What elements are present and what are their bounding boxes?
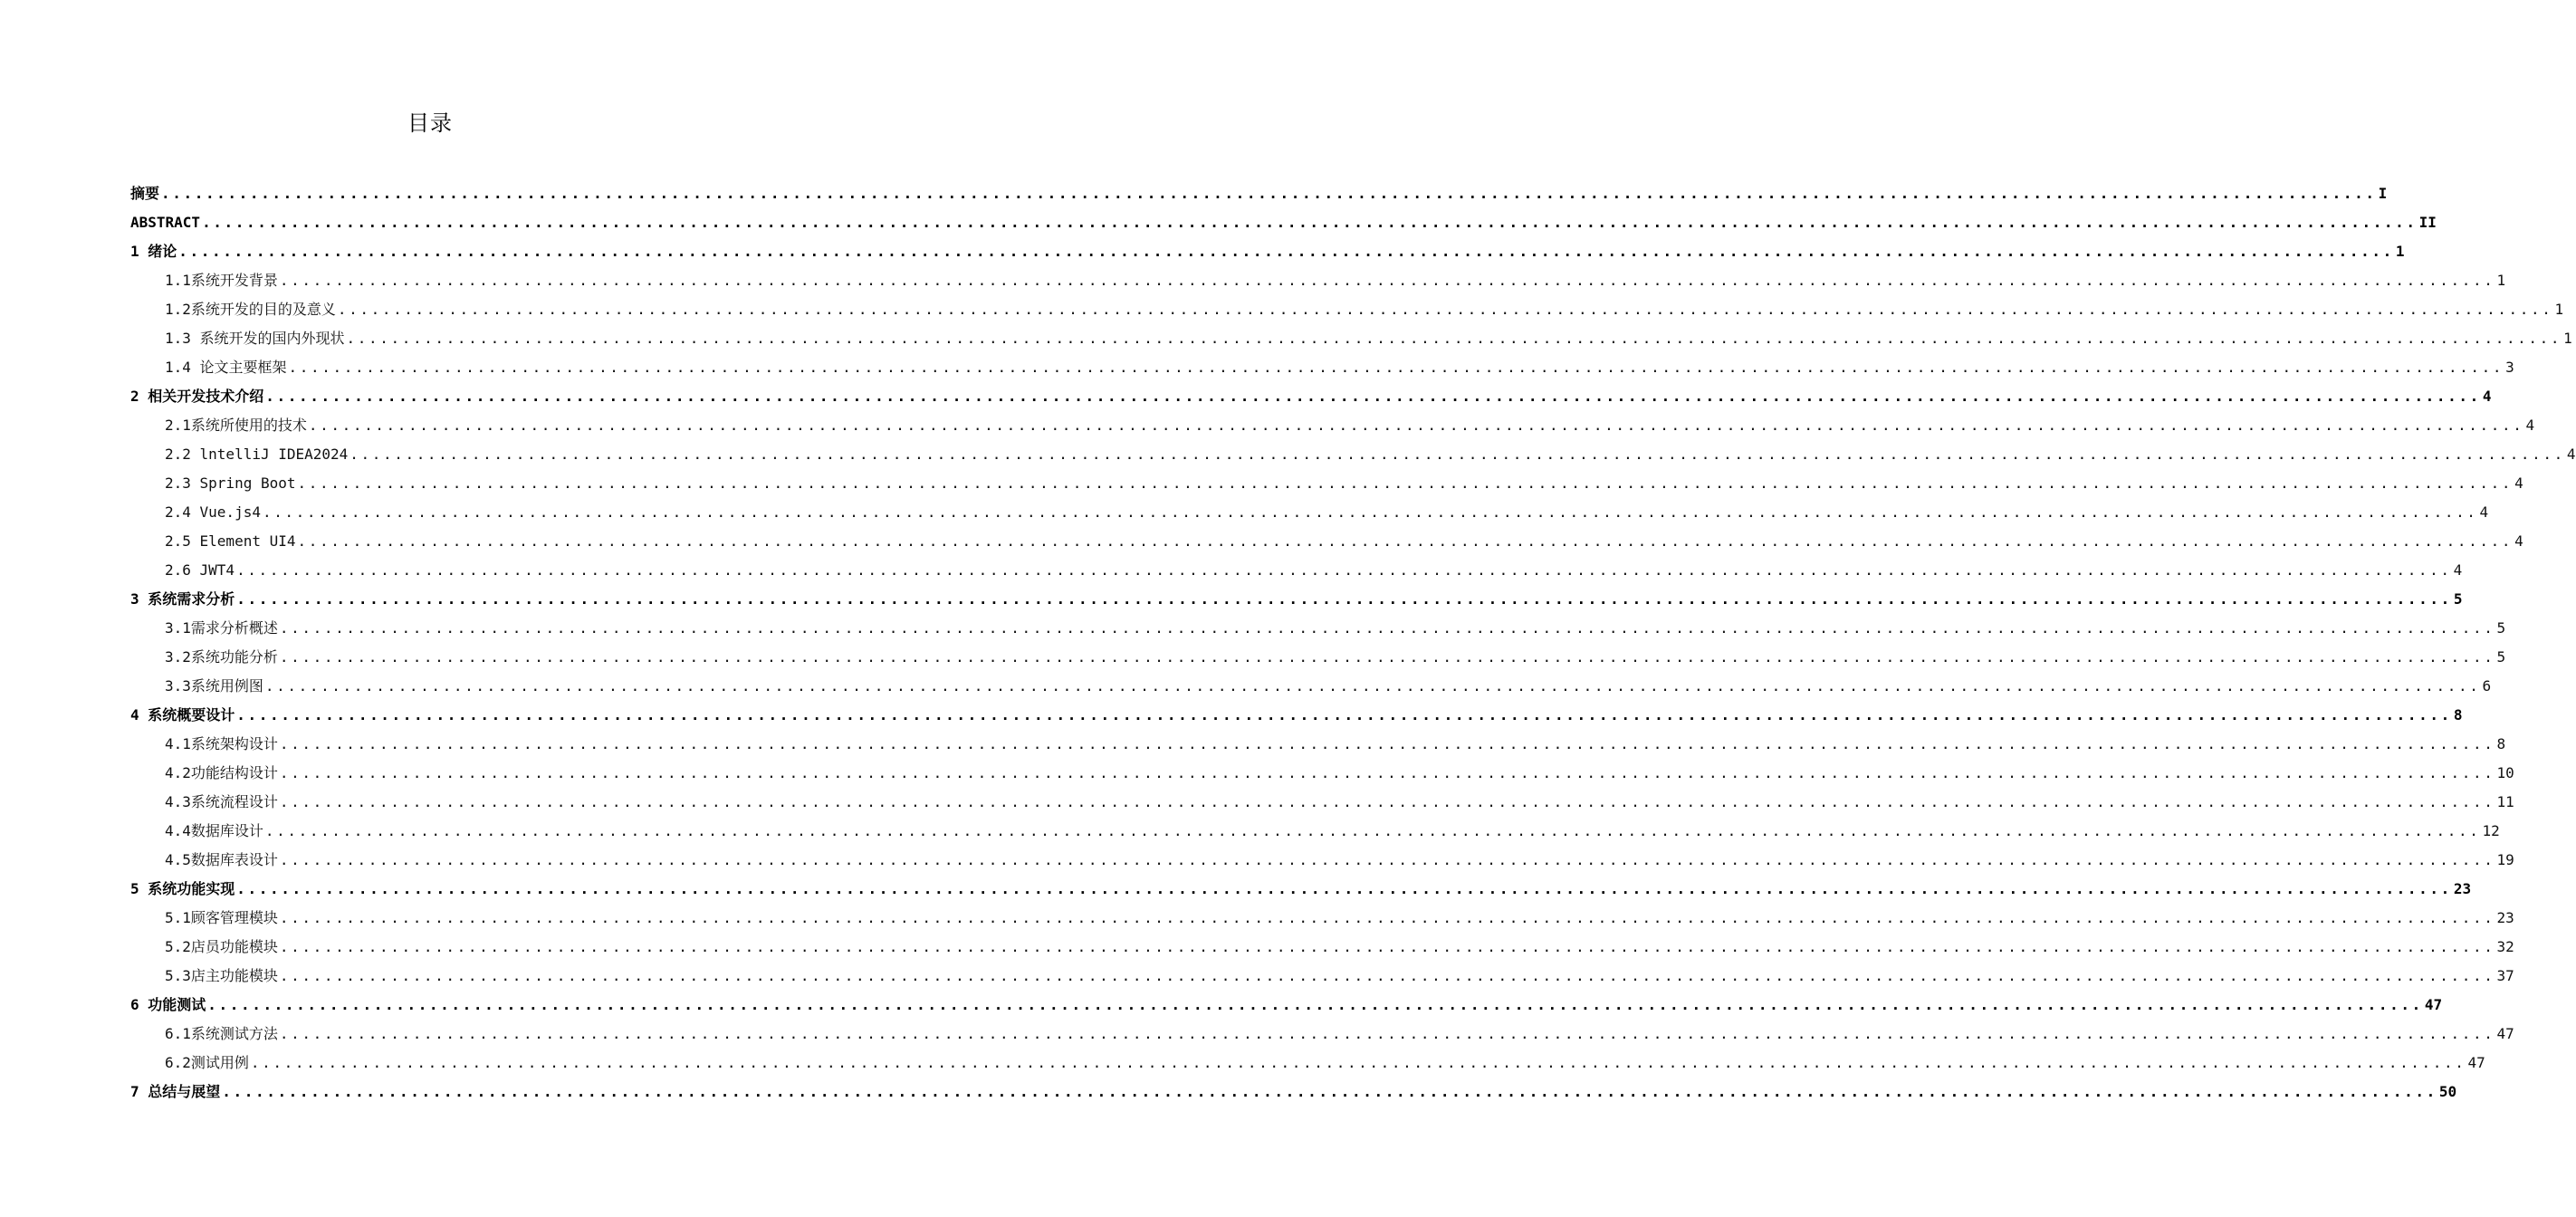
toc-chapter-entry[interactable] bbox=[130, 382, 2492, 411]
toc-section-entry[interactable] bbox=[130, 411, 2535, 440]
toc-section-entry[interactable] bbox=[130, 904, 2514, 933]
toc-entry-label: 5.3店主功能模块 bbox=[165, 967, 278, 984]
toc-entry-label: 6 功能测试 bbox=[130, 996, 206, 1013]
toc-entry-label: ABSTRACT bbox=[130, 214, 201, 231]
toc-entry-label: 7 总结与展望 bbox=[130, 1083, 221, 1100]
toc-dot-leader: ........................................................................................................................................................................................................ bbox=[337, 301, 2553, 318]
toc-page-number: 1 bbox=[2395, 243, 2405, 260]
toc-section-entry[interactable] bbox=[130, 643, 2506, 672]
toc-dot-leader: ........................................................................................................................................................................................................ bbox=[202, 214, 2418, 231]
toc-entry-label: 4 系统概要设计 bbox=[130, 706, 235, 723]
toc-entry-label: 1.3 系统开发的国内外现状 bbox=[165, 330, 345, 347]
toc-chapter-entry[interactable] bbox=[130, 179, 2388, 208]
toc-dot-leader: ........................................................................................................................................................................................................ bbox=[222, 1083, 2437, 1100]
toc-dot-leader: ........................................................................................................................................................................................................ bbox=[279, 938, 2495, 955]
toc-page-number: 12 bbox=[2482, 822, 2500, 839]
toc-section-entry[interactable] bbox=[130, 1049, 2485, 1078]
toc-dot-leader: ........................................................................................................................................................................................................ bbox=[297, 474, 2514, 492]
toc-section-entry[interactable] bbox=[130, 730, 2506, 759]
toc-section-entry[interactable] bbox=[130, 266, 2506, 295]
toc-page-number: 50 bbox=[2438, 1083, 2457, 1100]
toc-entry-label: 4.1系统架构设计 bbox=[165, 735, 278, 752]
toc-dot-leader: ........................................................................................................................................................................................................ bbox=[279, 764, 2495, 781]
toc-section-entry[interactable] bbox=[130, 498, 2489, 527]
toc-page-number: 11 bbox=[2496, 793, 2514, 810]
toc-entry-label: 2.6 JWT4 bbox=[165, 561, 235, 579]
toc-dot-leader: ........................................................................................................................................................................................................ bbox=[350, 446, 2565, 463]
toc-dot-leader: ........................................................................................................................................................................................................ bbox=[279, 967, 2495, 984]
toc-entry-label: 4.3系统流程设计 bbox=[165, 793, 278, 810]
toc-entry-label: 1.2系统开发的目的及意义 bbox=[165, 301, 336, 318]
toc-dot-leader: ........................................................................................................................................................................................................ bbox=[279, 909, 2495, 926]
toc-section-entry[interactable] bbox=[130, 527, 2523, 556]
toc-dot-leader: ........................................................................................................................................................................................................ bbox=[279, 272, 2495, 289]
toc-entry-label: 2.4 Vue.js4 bbox=[165, 503, 261, 521]
toc-section-entry[interactable] bbox=[130, 1020, 2514, 1049]
toc-chapter-entry[interactable] bbox=[130, 1078, 2457, 1107]
toc-entry-label: 1 绪论 bbox=[130, 243, 177, 260]
toc-section-entry[interactable] bbox=[130, 324, 2572, 353]
toc-section-entry[interactable] bbox=[130, 817, 2500, 846]
toc-entry-label: 3.2系统功能分析 bbox=[165, 648, 278, 666]
toc-page-number: 32 bbox=[2496, 938, 2514, 955]
toc-entry-label: 1.1系统开发背景 bbox=[165, 272, 278, 289]
toc-dot-leader: ........................................................................................................................................................................................................ bbox=[161, 185, 2377, 202]
toc-dot-leader: ........................................................................................................................................................................................................ bbox=[279, 648, 2495, 666]
toc-page-number: 4 bbox=[2482, 388, 2492, 405]
toc-page-number: 8 bbox=[2496, 735, 2506, 752]
toc-entry-label: 4.4数据库设计 bbox=[165, 822, 263, 839]
toc-entry-label: 4.2功能结构设计 bbox=[165, 764, 278, 781]
toc-page-number: 4 bbox=[2479, 503, 2489, 521]
toc-page-number: 3 bbox=[2505, 359, 2514, 376]
toc-entry-label: 5.1顾客管理模块 bbox=[165, 909, 278, 926]
toc-dot-leader: ........................................................................................................................................................................................................ bbox=[279, 1025, 2495, 1042]
toc-section-entry[interactable] bbox=[130, 440, 2576, 469]
toc-entry-label: 2.3 Spring Boot bbox=[165, 474, 296, 492]
toc-dot-leader: ........................................................................................................................................................................................................ bbox=[236, 880, 2452, 897]
toc-page-number: I bbox=[2378, 185, 2388, 202]
page-title: 目录 bbox=[407, 110, 453, 136]
toc-dot-leader: ........................................................................................................................................................................................................ bbox=[264, 677, 2481, 695]
toc-page-number: 10 bbox=[2496, 764, 2514, 781]
toc-dot-leader: ........................................................................................................................................................................................................ bbox=[264, 822, 2481, 839]
toc-page-number: 47 bbox=[2424, 996, 2443, 1013]
toc-dot-leader: ........................................................................................................................................................................................................ bbox=[279, 619, 2495, 637]
toc-page-number: 1 bbox=[2496, 272, 2506, 289]
toc-page-number: 1 bbox=[2554, 301, 2564, 318]
toc-dot-leader: ........................................................................................................................................................................................................ bbox=[288, 359, 2504, 376]
toc-dot-leader: ........................................................................................................................................................................................................ bbox=[279, 735, 2495, 752]
toc-page-number: 47 bbox=[2496, 1025, 2514, 1042]
toc-chapter-entry[interactable] bbox=[130, 875, 2472, 904]
toc-section-entry[interactable] bbox=[130, 469, 2523, 498]
toc-entry-label: 1.4 论文主要框架 bbox=[165, 359, 287, 376]
toc-dot-leader: ........................................................................................................................................................................................................ bbox=[236, 561, 2452, 579]
toc-entry-label: 2.5 Element UI4 bbox=[165, 532, 296, 550]
toc-dot-leader: ........................................................................................................................................................................................................ bbox=[236, 706, 2452, 723]
toc-page-number: 4 bbox=[2566, 446, 2576, 463]
toc-section-entry[interactable] bbox=[130, 846, 2514, 875]
toc-entry-label: 摘要 bbox=[130, 185, 160, 202]
toc-page-number: 6 bbox=[2482, 677, 2492, 695]
toc-section-entry[interactable] bbox=[130, 759, 2514, 788]
toc-entry-label: 2 相关开发技术介绍 bbox=[130, 388, 264, 405]
toc-entry-label: 5.2店员功能模块 bbox=[165, 938, 278, 955]
toc-entry-label: 5 系统功能实现 bbox=[130, 880, 235, 897]
toc-section-entry[interactable] bbox=[130, 353, 2514, 382]
toc-dot-leader: ........................................................................................................................................................................................................ bbox=[346, 330, 2562, 347]
toc-page-number: 4 bbox=[2514, 532, 2523, 550]
toc-chapter-entry[interactable] bbox=[130, 701, 2463, 730]
toc-page-number: 47 bbox=[2467, 1054, 2485, 1071]
toc-page-number: 37 bbox=[2496, 967, 2514, 984]
toc-section-entry[interactable] bbox=[130, 614, 2506, 643]
toc-section-entry[interactable] bbox=[130, 933, 2514, 962]
toc-section-entry[interactable] bbox=[130, 962, 2514, 991]
toc-chapter-entry[interactable] bbox=[130, 991, 2443, 1020]
toc-dot-leader: ........................................................................................................................................................................................................ bbox=[250, 1054, 2466, 1071]
toc-entry-label: 4.5数据库表设计 bbox=[165, 851, 278, 868]
toc-dot-leader: ........................................................................................................................................................................................................ bbox=[279, 851, 2495, 868]
table-of-contents bbox=[130, 179, 2576, 1107]
toc-page-number: 5 bbox=[2496, 648, 2506, 666]
toc-dot-leader: ........................................................................................................................................................................................................ bbox=[265, 388, 2481, 405]
toc-page-number: 23 bbox=[2453, 880, 2472, 897]
toc-page-number: 5 bbox=[2496, 619, 2506, 637]
toc-chapter-entry[interactable] bbox=[130, 585, 2463, 614]
toc-entry-label: 3 系统需求分析 bbox=[130, 590, 235, 608]
toc-chapter-entry[interactable] bbox=[130, 208, 2437, 237]
toc-page-number: 8 bbox=[2453, 706, 2463, 723]
toc-page-number: 19 bbox=[2496, 851, 2514, 868]
toc-dot-leader: ........................................................................................................................................................................................................ bbox=[262, 503, 2478, 521]
toc-section-entry[interactable] bbox=[130, 556, 2463, 585]
toc-entry-label: 3.1需求分析概述 bbox=[165, 619, 278, 637]
toc-dot-leader: ........................................................................................................................................................................................................ bbox=[236, 590, 2452, 608]
toc-page-number: 1 bbox=[2563, 330, 2572, 347]
toc-entry-label: 6.1系统测试方法 bbox=[165, 1025, 278, 1042]
toc-page-number: II bbox=[2418, 214, 2437, 231]
toc-section-entry[interactable] bbox=[130, 788, 2514, 817]
toc-chapter-entry[interactable] bbox=[130, 237, 2405, 266]
toc-dot-leader: ........................................................................................................................................................................................................ bbox=[297, 532, 2514, 550]
toc-page-number: 5 bbox=[2453, 590, 2463, 608]
toc-entry-label: 3.3系统用例图 bbox=[165, 677, 263, 695]
toc-section-entry[interactable] bbox=[130, 295, 2564, 324]
toc-entry-label: 6.2测试用例 bbox=[165, 1054, 249, 1071]
toc-section-entry[interactable] bbox=[130, 672, 2492, 701]
toc-dot-leader: ........................................................................................................................................................................................................ bbox=[178, 243, 2394, 260]
toc-page-number: 4 bbox=[2525, 417, 2535, 434]
toc-page-number: 4 bbox=[2514, 474, 2523, 492]
toc-entry-label: 2.2 lntelliJ IDEA2024 bbox=[165, 446, 349, 463]
toc-page-number: 23 bbox=[2496, 909, 2514, 926]
toc-dot-leader: ........................................................................................................................................................................................................ bbox=[308, 417, 2524, 434]
toc-entry-label: 2.1系统所使用的技术 bbox=[165, 417, 307, 434]
toc-dot-leader: ........................................................................................................................................................................................................ bbox=[207, 996, 2423, 1013]
toc-page-number: 4 bbox=[2453, 561, 2463, 579]
toc-dot-leader: ........................................................................................................................................................................................................ bbox=[279, 793, 2495, 810]
